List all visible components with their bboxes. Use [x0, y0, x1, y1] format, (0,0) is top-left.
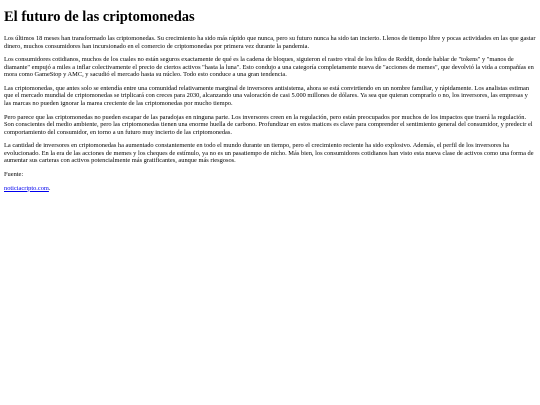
article: [0, 0, 540, 192]
page-title: El futuro de las criptomonedas: [4, 9, 195, 25]
paragraph-market: Las criptomonedas, que antes solo se entendía entre una comunidad relativamente marginal de inversores antisistema, ahora se está convirtiendo en un nombre familiar, y rápidamente. Los analistas estiman que el mercado mundial de criptomonedas se triplicará con creces para 2030, alcanzando una valoración de casi 5.000 millones de dólares. Ya sea que quieran comprarlo o no, los inversores, las empresas y las marcas no pueden ignorar la marea creciente de las criptomonedas por mucho tiempo.: [4, 84, 530, 107]
source-label: Fuente:: [4, 170, 24, 178]
paragraph-consumers: Los consumidores cotidianos, muchos de los cuales no están seguros exactamente de qué es la cadena de bloques, siguieron el rastro viral de los hilos de Reddit, donde hablar de "tokens" y "manos de diamante" empujó a miles a inflar colectivamente el precio de ciertos activos "hasta la luna". Esto condujo a una categoría completamente nueva de "acciones de memes", que devolvió la vida a compañías en mora como GameStop y AMC, y sacudió el mercado hasta su núcleo. Todo esto conduce a una gran tendencia.: [4, 56, 534, 79]
source-link[interactable]: noticiacripto.com: [4, 184, 49, 192]
paragraph-paradoxes: Pero parece que las criptomonedas no pueden escapar de las paradojas en ninguna parte. Los inversores creen en la regulación, pero están preocupados por muchos de los impactos que traerá la regulación. Son conscientes del medio ambiente, pero las criptomonedas tienen una enorme huella de carbono. Profundizar en estos matices es clave para comprender el sentimiento general del consumidor, y predecir el comportamiento del consumidor, en torno a un futuro muy incierto de las criptomonedas.: [4, 113, 533, 136]
paragraph-investors: La cantidad de inversores en criptomonedas ha aumentado constantemente en todo el mundo durante un tiempo, pero el crecimiento reciente ha sido explosivo. Además, el perfil de los inversores ha evolucionado. En la era de las acciones de memes y los cheques de estímulo, ya no es un pasatiempo de nicho. Más bien, los consumidores cotidianos han visto esta nueva clase de activos como una forma de aumentar sus carteras con activos potencialmente más gratificantes, aunque más riesgosos.: [4, 142, 534, 165]
source-link-suffix: .: [48, 184, 51, 192]
paragraph-intro: Los últimos 18 meses han transformado las criptomonedas. Su crecimiento ha sido más rápido que nunca, pero su futuro nunca ha sido tan incierto. Llenos de tiempo libre y pocas actividades en las que gastar dinero, muchos consumidores han incursionado en el comercio de criptomonedas por primera vez durante la pandemia.: [4, 35, 536, 50]
source-line: [4, 185, 536, 193]
